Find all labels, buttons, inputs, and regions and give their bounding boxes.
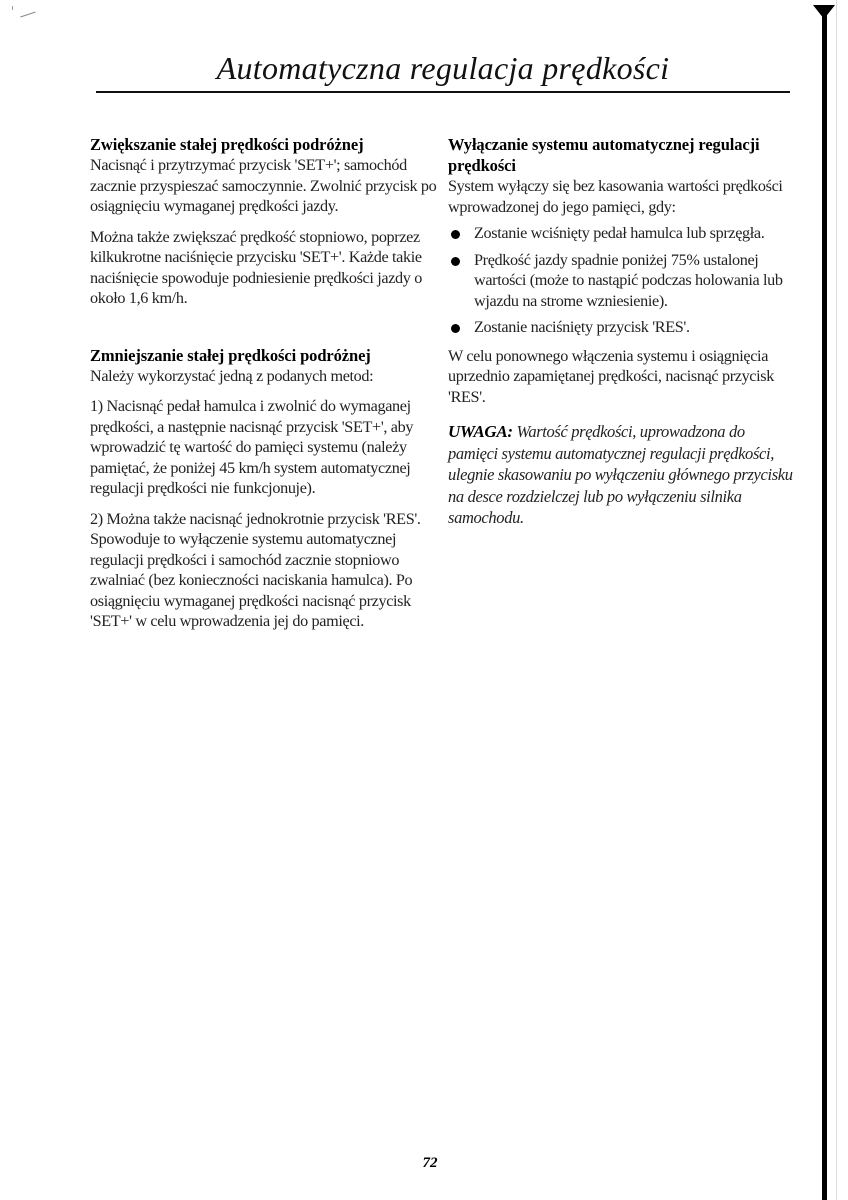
bullet-list bbox=[448, 223, 793, 338]
bullet-icon bbox=[451, 257, 460, 266]
title-divider bbox=[96, 91, 790, 93]
section-increase-speed bbox=[90, 134, 440, 309]
left-column bbox=[90, 134, 440, 642]
page-edge-line bbox=[836, 0, 837, 1200]
section-heading: Wyłączanie systemu automatycznej regulacji prędkości bbox=[448, 135, 760, 175]
scan-mark bbox=[20, 12, 36, 18]
section-decrease-speed bbox=[90, 345, 440, 632]
list-item bbox=[448, 223, 793, 244]
section-tab-bar bbox=[822, 10, 827, 1200]
paragraph: W celu ponownego włączenia systemu i osiągnięcia uprzednio zapamiętanej prędkości, nacisnąć przycisk 'RES'. bbox=[448, 346, 774, 406]
section-heading: Zmniejszanie stałej prędkości podróżnej bbox=[90, 345, 371, 365]
note-label: UWAGA: bbox=[448, 422, 513, 441]
list-item bbox=[448, 317, 793, 338]
page-number: 72 bbox=[422, 1155, 438, 1171]
warning-note bbox=[448, 421, 793, 529]
scan-mark bbox=[12, 6, 13, 10]
paragraph: Można także zwiększać prędkość stopniowo, poprzez kilkukrotne naciśnięcie przycisku 'SET+'. Każde takie naciśnięcie spowoduje podniesienie prędkości jazdy o około 1,6 km/h. bbox=[90, 227, 422, 307]
numbered-step: 1) Nacisnąć pedał hamulca i zwolnić do wymaganej prędkości, a następnie nacisnąć przycisk 'SET+', aby wprowadzić tę wartość do pamięci systemu (należy pamiętać, że poniżej 45 km/h system automatycznej regulacji prędkości nie funkcjonuje). bbox=[90, 397, 414, 497]
list-item-text: Zostanie naciśnięty przycisk 'RES'. bbox=[474, 318, 690, 336]
section-disengage-system bbox=[448, 134, 793, 407]
paragraph: Nacisnąć i przytrzymać przycisk 'SET+'; samochód zacznie przyspieszać samoczynnie. Zwolnić przycisk po osiągnięciu wymaganej prędkości jazdy. bbox=[90, 156, 437, 215]
section-heading: Zwiększanie stałej prędkości podróżnej bbox=[90, 135, 364, 154]
note-text: Wartość prędkości, uprowadzona do pamięci systemu automatycznej regulacji prędkości, ulegnie skasowaniu po wyłączeniu głównego przycisku na desce rozdzielczej lub po wyłączeniu silnika samochodu. bbox=[448, 422, 793, 527]
spacer bbox=[90, 319, 440, 345]
right-column bbox=[448, 134, 793, 545]
list-item bbox=[448, 250, 793, 312]
bullet-icon bbox=[451, 324, 460, 333]
paragraph: System wyłączy się bez kasowania wartości prędkości wprowadzonej do jego pamięci, gdy: bbox=[448, 177, 783, 216]
list-item-text: Zostanie wciśnięty pedał hamulca lub sprzęgła. bbox=[474, 224, 765, 242]
bullet-icon bbox=[451, 230, 460, 239]
numbered-step: 2) Można także nacisnąć jednokrotnie przycisk 'RES'. Spowoduje to wyłączenie systemu automatycznej regulacji prędkości i samochód zacznie stopniowo zwalniać (bez konieczności naciskania hamulca). Po osiągnięciu wymaganej prędkości nacisnąć przycisk 'SET+' w celu wprowadzenia jej do pamięci. bbox=[90, 509, 421, 630]
page-title: Automatyczna regulacja prędkości bbox=[216, 50, 670, 86]
paragraph: Należy wykorzystać jedną z podanych metod: bbox=[90, 366, 374, 385]
list-item-text: Prędkość jazdy spadnie poniżej 75% ustalonej wartości (może to nastąpić podczas holowania lub wjazdu na strome wzniesienie). bbox=[474, 250, 783, 310]
